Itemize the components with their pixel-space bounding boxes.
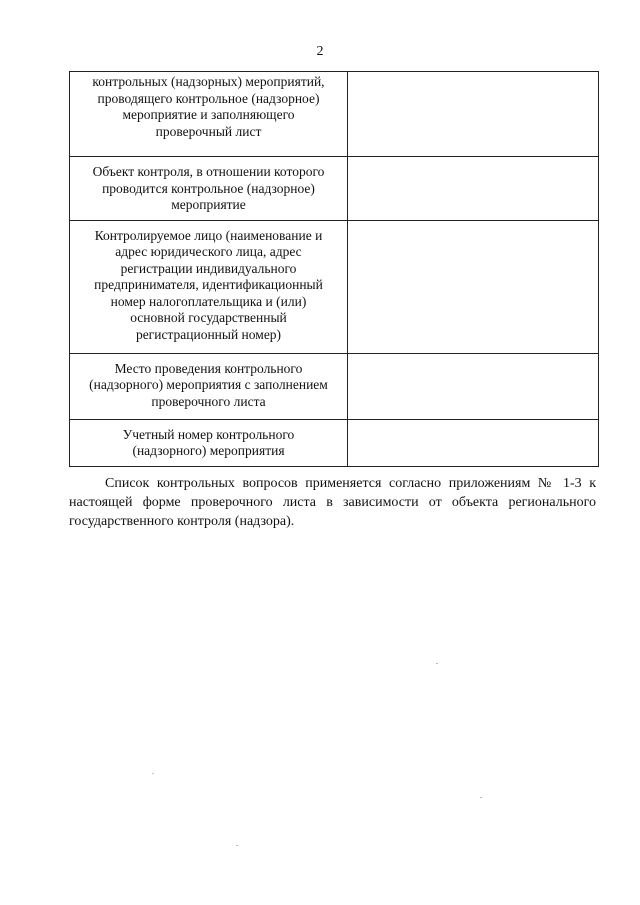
label-line: Место проведения контрольного xyxy=(114,360,303,376)
label-line: Учетный номер контрольного xyxy=(122,426,295,442)
scan-speck xyxy=(236,845,238,846)
label-line: основной государственный xyxy=(130,310,287,325)
label-line: (надзорного) мероприятия xyxy=(132,443,285,458)
checklist-form-table xyxy=(69,71,599,467)
value-cell-registration-number xyxy=(348,419,599,466)
value-cell-inspector xyxy=(348,72,599,157)
label-cell-registration-number xyxy=(70,419,348,466)
label-line: мероприятие и заполняющего xyxy=(122,107,295,122)
label-line: предпринимателя, идентификационный xyxy=(94,277,323,292)
label-line: проводящего контрольное (надзорное) xyxy=(97,90,320,106)
label-cell-control-object xyxy=(70,157,348,221)
label-line: Объект контроля, в отношении которого xyxy=(92,164,325,179)
table-row xyxy=(70,220,599,353)
scan-speck xyxy=(152,773,154,775)
label-line: проводится контрольное (надзорное) xyxy=(102,180,315,196)
label-cell-controlled-person xyxy=(70,220,348,353)
scan-speck xyxy=(436,663,438,664)
label-line: адрес юридического лица, адрес xyxy=(115,244,302,259)
label-cell-location xyxy=(70,353,348,419)
label-line: регистрации индивидуального xyxy=(120,260,297,276)
value-cell-controlled-person xyxy=(348,220,599,353)
value-cell-control-object xyxy=(348,157,599,221)
label-line: проверочного листа xyxy=(151,393,266,409)
value-cell-location xyxy=(348,353,599,419)
page-number: 2 xyxy=(316,44,324,59)
checklist-questions-note: Список контрольных вопросов применяется согласно приложениям № 1-3 к настоящей форме проверочного листа в зависимости от объекта регионального государственного контроля (надзора). xyxy=(69,476,596,529)
label-line: мероприятие xyxy=(171,197,246,212)
label-line: (надзорного) мероприятия с заполнением xyxy=(89,377,328,392)
table-row xyxy=(70,419,599,466)
table-row xyxy=(70,157,599,221)
table-row xyxy=(70,353,599,419)
label-line: регистрационный номер) xyxy=(135,326,282,342)
label-line: номер налогоплательщика и (или) xyxy=(110,293,307,309)
label-line: Контролируемое лицо (наименование и xyxy=(94,227,323,243)
label-cell-inspector xyxy=(70,72,348,157)
label-line: контрольных (надзорных) мероприятий, xyxy=(92,74,325,89)
label-line: проверочный лист xyxy=(155,123,262,139)
scan-speck xyxy=(480,797,482,798)
table-row xyxy=(70,72,599,157)
